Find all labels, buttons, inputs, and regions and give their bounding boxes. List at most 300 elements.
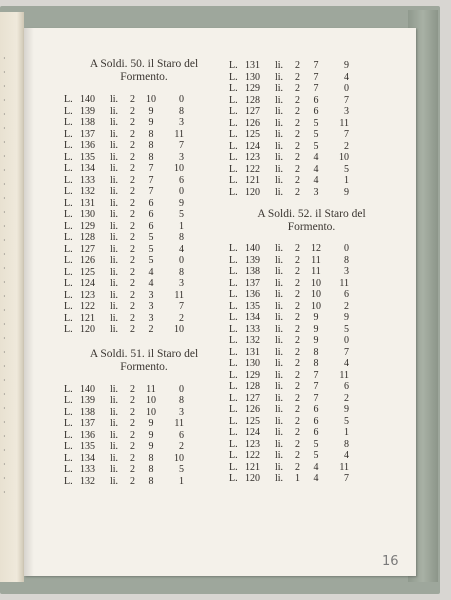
lire-value: 2 <box>130 266 135 278</box>
lire-abbrev: li. <box>275 254 284 266</box>
lire-value: 2 <box>130 278 135 289</box>
lire-prefix: L. <box>229 335 238 346</box>
table-row <box>64 94 224 106</box>
lire-value: 2 <box>295 323 300 335</box>
table-row <box>229 95 394 107</box>
table-row <box>64 221 224 233</box>
lire-prefix: L. <box>229 323 238 335</box>
staro-price: 121 <box>245 175 260 186</box>
lire-prefix: L. <box>64 289 73 301</box>
staro-price: 135 <box>80 151 95 163</box>
lire-prefix: L. <box>64 324 73 335</box>
lire-abbrev: li. <box>275 335 284 346</box>
facing-page-edge <box>0 12 24 582</box>
table-row <box>229 266 394 278</box>
lire-value: 2 <box>130 312 135 324</box>
table-row <box>64 290 224 302</box>
lire-value: 1 <box>295 473 300 484</box>
lire-value: 2 <box>295 312 300 323</box>
table-row <box>64 117 224 129</box>
soldi-value: 11 <box>146 383 156 395</box>
lire-abbrev: li. <box>110 312 119 324</box>
soldi-value: 9 <box>313 323 319 335</box>
denari-value: 8 <box>179 232 184 243</box>
soldi-value: 5 <box>313 140 319 152</box>
lire-abbrev: li. <box>275 381 284 392</box>
denari-value: 6 <box>179 429 184 441</box>
denari-value: 8 <box>344 438 349 450</box>
lire-abbrev: li. <box>110 209 119 220</box>
denari-value: 2 <box>179 312 184 324</box>
lire-abbrev: li. <box>275 438 284 450</box>
denari-value: 8 <box>179 266 184 278</box>
table-row <box>229 301 394 313</box>
soldi-value: 5 <box>313 438 319 450</box>
denari-value: 8 <box>179 395 184 406</box>
lire-value: 2 <box>295 415 300 427</box>
table-row <box>229 278 394 290</box>
soldi-value: 8 <box>148 452 154 464</box>
lire-value: 2 <box>295 438 300 450</box>
lire-prefix: L. <box>229 346 238 358</box>
soldi-value: 4 <box>313 175 319 186</box>
table-soldi-52 <box>229 208 394 485</box>
soldi-value: 6 <box>313 404 319 415</box>
lire-abbrev: li. <box>110 418 119 429</box>
denari-value: 3 <box>344 266 349 277</box>
staro-price: 133 <box>80 174 95 186</box>
lire-abbrev: li. <box>110 289 119 301</box>
lire-abbrev: li. <box>275 186 284 198</box>
denari-value: 0 <box>344 83 349 94</box>
soldi-value: 4 <box>313 461 319 473</box>
lire-abbrev: li. <box>275 289 284 300</box>
staro-price: 135 <box>80 441 95 452</box>
soldi-value: 10 <box>311 289 321 300</box>
lire-abbrev: li. <box>110 383 119 395</box>
staro-price: 123 <box>245 438 260 450</box>
soldi-value: 10 <box>146 395 156 406</box>
lire-prefix: L. <box>229 60 238 71</box>
lire-abbrev: li. <box>275 71 284 83</box>
lire-abbrev: li. <box>275 404 284 415</box>
soldi-value: 7 <box>313 71 319 83</box>
lire-value: 2 <box>130 406 135 418</box>
soldi-value: 8 <box>148 475 154 487</box>
table-row <box>64 106 224 118</box>
lire-abbrev: li. <box>275 346 284 358</box>
lire-abbrev: li. <box>110 395 119 406</box>
table-row <box>229 289 394 301</box>
lire-value: 2 <box>295 381 300 392</box>
staro-price: 132 <box>80 186 95 197</box>
soldi-value: 5 <box>148 243 154 255</box>
lire-prefix: L. <box>229 140 238 152</box>
staro-price: 123 <box>245 152 260 163</box>
lire-value: 2 <box>295 83 300 94</box>
lire-value: 2 <box>295 152 300 163</box>
lire-abbrev: li. <box>110 452 119 464</box>
table-row <box>64 324 224 336</box>
denari-value: 7 <box>344 473 349 484</box>
staro-price: 125 <box>245 415 260 427</box>
table-row <box>64 244 224 256</box>
lire-prefix: L. <box>64 186 73 197</box>
lire-abbrev: li. <box>275 427 284 438</box>
table-row <box>64 407 224 419</box>
lire-abbrev: li. <box>110 163 119 174</box>
lire-abbrev: li. <box>275 175 284 186</box>
lire-abbrev: li. <box>275 152 284 163</box>
lire-abbrev: li. <box>110 128 119 140</box>
lire-value: 2 <box>130 197 135 209</box>
lire-prefix: L. <box>64 220 73 232</box>
lire-value: 2 <box>295 243 300 254</box>
table-row <box>229 83 394 95</box>
lire-value: 2 <box>295 163 300 175</box>
lire-prefix: L. <box>229 266 238 277</box>
staro-price: 136 <box>245 289 260 300</box>
soldi-value: 11 <box>311 266 321 277</box>
denari-value: 2 <box>344 300 349 312</box>
denari-value: 6 <box>344 289 349 300</box>
staro-price: 140 <box>245 243 260 254</box>
staro-price: 128 <box>245 381 260 392</box>
table-heading: A Soldi. 51. il Staro del <box>89 347 199 360</box>
soldi-value: 7 <box>313 369 319 381</box>
lire-abbrev: li. <box>275 83 284 94</box>
lire-value: 2 <box>130 475 135 487</box>
lire-value: 2 <box>130 418 135 429</box>
denari-value: 10 <box>174 163 184 174</box>
lire-abbrev: li. <box>275 60 284 71</box>
lire-value: 2 <box>130 289 135 301</box>
denari-value: 2 <box>179 441 184 452</box>
denari-value: 5 <box>344 415 349 427</box>
denari-value: 5 <box>179 209 184 220</box>
table-row <box>229 187 394 199</box>
table-row <box>229 164 394 176</box>
denari-value: 3 <box>179 117 184 128</box>
soldi-value: 6 <box>313 94 319 106</box>
denari-value: 4 <box>344 71 349 83</box>
soldi-value: 3 <box>148 301 154 312</box>
denari-value: 11 <box>339 117 349 129</box>
soldi-value: 6 <box>148 209 154 220</box>
denari-value: 5 <box>344 163 349 175</box>
table-row <box>64 198 224 210</box>
lire-value: 2 <box>295 106 300 117</box>
table-rows <box>64 384 224 488</box>
lire-abbrev: li. <box>110 324 119 335</box>
denari-value: 10 <box>174 324 184 335</box>
lire-value: 2 <box>130 105 135 117</box>
lire-abbrev: li. <box>110 232 119 243</box>
staro-price: 126 <box>80 255 95 266</box>
denari-value: 6 <box>344 381 349 392</box>
lire-abbrev: li. <box>275 243 284 254</box>
denari-value: 4 <box>179 243 184 255</box>
lire-value: 2 <box>130 395 135 406</box>
lire-value: 2 <box>295 461 300 473</box>
staro-price: 124 <box>245 140 260 152</box>
table-row <box>64 301 224 313</box>
table-row <box>64 464 224 476</box>
lire-value: 2 <box>295 117 300 129</box>
right-column <box>229 60 394 485</box>
staro-price: 129 <box>80 220 95 232</box>
lire-abbrev: li. <box>275 369 284 381</box>
table-row <box>64 430 224 442</box>
soldi-value: 8 <box>313 358 319 369</box>
lire-abbrev: li. <box>110 475 119 487</box>
table-row <box>64 163 224 175</box>
table-rows <box>64 94 224 336</box>
lire-prefix: L. <box>64 117 73 128</box>
denari-value: 0 <box>344 243 349 254</box>
denari-value: 9 <box>344 404 349 415</box>
soldi-value: 2 <box>148 324 154 335</box>
staro-price: 127 <box>80 243 95 255</box>
table-row <box>64 129 224 141</box>
table-row <box>229 370 394 382</box>
staro-price: 134 <box>80 452 95 464</box>
sheet-number: 16 <box>382 554 399 569</box>
staro-price: 126 <box>245 404 260 415</box>
lire-prefix: L. <box>229 427 238 438</box>
table-row <box>229 462 394 474</box>
soldi-value: 9 <box>148 441 154 452</box>
lire-value: 2 <box>130 186 135 197</box>
staro-price: 120 <box>245 186 260 198</box>
staro-price: 131 <box>80 197 95 209</box>
staro-price: 120 <box>245 473 260 484</box>
denari-value: 7 <box>179 301 184 312</box>
lire-value: 2 <box>295 335 300 346</box>
staro-price: 120 <box>80 324 95 335</box>
table-row <box>229 106 394 118</box>
lire-value: 2 <box>130 452 135 464</box>
table-row <box>64 267 224 279</box>
lire-prefix: L. <box>64 151 73 163</box>
staro-price: 127 <box>245 392 260 404</box>
lire-value: 2 <box>295 186 300 198</box>
lire-abbrev: li. <box>110 140 119 151</box>
lire-prefix: L. <box>229 175 238 186</box>
soldi-value: 4 <box>313 473 319 484</box>
denari-value: 11 <box>339 277 349 289</box>
soldi-value: 5 <box>313 129 319 140</box>
soldi-value: 5 <box>148 232 154 243</box>
lire-value: 2 <box>130 441 135 452</box>
table-row <box>64 441 224 453</box>
denari-value: 6 <box>179 174 184 186</box>
staro-price: 124 <box>245 427 260 438</box>
staro-price: 137 <box>80 418 95 429</box>
lire-prefix: L. <box>64 383 73 395</box>
lire-abbrev: li. <box>110 441 119 452</box>
table-row <box>64 232 224 244</box>
soldi-value: 9 <box>313 312 319 323</box>
lire-value: 2 <box>295 346 300 358</box>
lire-prefix: L. <box>229 300 238 312</box>
lire-prefix: L. <box>64 128 73 140</box>
staro-price: 130 <box>80 209 95 220</box>
lire-prefix: L. <box>64 232 73 243</box>
table-row <box>229 335 394 347</box>
staro-price: 138 <box>80 406 95 418</box>
denari-value: 2 <box>344 392 349 404</box>
lire-prefix: L. <box>64 418 73 429</box>
lire-value: 2 <box>295 289 300 300</box>
lire-abbrev: li. <box>110 186 119 197</box>
staro-price: 124 <box>80 278 95 289</box>
staro-price: 122 <box>245 450 260 461</box>
lire-value: 2 <box>130 243 135 255</box>
lire-prefix: L. <box>229 117 238 129</box>
lire-prefix: L. <box>64 163 73 174</box>
lire-abbrev: li. <box>110 406 119 418</box>
staro-price: 134 <box>245 312 260 323</box>
table-row <box>64 255 224 267</box>
lire-value: 2 <box>130 464 135 475</box>
staro-price: 139 <box>80 105 95 117</box>
table-heading-sub: Formento. <box>120 360 168 373</box>
staro-price: 139 <box>245 254 260 266</box>
table-row <box>64 175 224 187</box>
denari-value: 7 <box>179 140 184 151</box>
staro-price: 131 <box>245 346 260 358</box>
lire-prefix: L. <box>64 429 73 441</box>
lire-value: 2 <box>295 358 300 369</box>
denari-value: 11 <box>339 369 349 381</box>
staro-price: 139 <box>80 395 95 406</box>
table-row <box>64 152 224 164</box>
soldi-value: 8 <box>148 151 154 163</box>
soldi-value: 7 <box>313 392 319 404</box>
soldi-value: 9 <box>148 105 154 117</box>
denari-value: 0 <box>344 335 349 346</box>
soldi-value: 7 <box>313 83 319 94</box>
denari-value: 3 <box>179 151 184 163</box>
left-column <box>64 58 224 487</box>
lire-prefix: L. <box>64 475 73 487</box>
staro-price: 122 <box>80 301 95 312</box>
table-row <box>229 129 394 141</box>
lire-abbrev: li. <box>275 94 284 106</box>
soldi-value: 10 <box>311 300 321 312</box>
table-row <box>229 416 394 428</box>
lire-prefix: L. <box>64 452 73 464</box>
denari-value: 11 <box>174 128 184 140</box>
soldi-value: 9 <box>148 117 154 128</box>
staro-price: 127 <box>245 106 260 117</box>
lire-abbrev: li. <box>275 163 284 175</box>
lire-abbrev: li. <box>110 117 119 128</box>
denari-value: 7 <box>344 346 349 358</box>
lire-value: 2 <box>295 266 300 277</box>
soldi-value: 3 <box>148 312 154 324</box>
soldi-value: 4 <box>148 278 154 289</box>
table-row <box>229 152 394 164</box>
lire-abbrev: li. <box>275 323 284 335</box>
lire-prefix: L. <box>64 278 73 289</box>
table-row <box>229 439 394 451</box>
denari-value: 11 <box>339 461 349 473</box>
staro-price: 121 <box>245 461 260 473</box>
soldi-value: 10 <box>146 94 156 105</box>
lire-value: 2 <box>130 255 135 266</box>
denari-value: 9 <box>344 60 349 71</box>
table-row <box>229 347 394 359</box>
staro-price: 125 <box>245 129 260 140</box>
table-rows <box>229 243 394 485</box>
lire-value: 2 <box>130 174 135 186</box>
denari-value: 1 <box>179 475 184 487</box>
soldi-value: 6 <box>148 220 154 232</box>
lire-prefix: L. <box>229 312 238 323</box>
staro-price: 137 <box>245 277 260 289</box>
lire-value: 2 <box>295 277 300 289</box>
facing-page-marks: · · · · · · · · · · · · · · · · · · · · · · · · · · · · · · · · <box>3 54 6 497</box>
denari-value: 4 <box>344 358 349 369</box>
table-heading: A Soldi. 52. il Staro del <box>257 208 366 220</box>
denari-value: 1 <box>179 220 184 232</box>
lire-abbrev: li. <box>275 415 284 427</box>
document-page <box>24 28 416 576</box>
soldi-value: 6 <box>148 197 154 209</box>
table-row <box>229 324 394 336</box>
lire-abbrev: li. <box>110 255 119 266</box>
lire-prefix: L. <box>64 266 73 278</box>
denari-value: 8 <box>344 254 349 266</box>
staro-price: 125 <box>80 266 95 278</box>
lire-prefix: L. <box>229 243 238 254</box>
denari-value: 0 <box>179 186 184 197</box>
denari-value: 10 <box>339 152 349 163</box>
lire-prefix: L. <box>229 71 238 83</box>
soldi-value: 4 <box>313 152 319 163</box>
soldi-value: 7 <box>148 174 154 186</box>
lire-abbrev: li. <box>110 429 119 441</box>
denari-value: 5 <box>179 464 184 475</box>
staro-price: 132 <box>245 335 260 346</box>
lire-value: 2 <box>130 117 135 128</box>
soldi-value: 4 <box>313 163 319 175</box>
lire-abbrev: li. <box>275 117 284 129</box>
lire-value: 2 <box>130 94 135 105</box>
lire-prefix: L. <box>229 94 238 106</box>
lire-value: 2 <box>130 301 135 312</box>
table-row <box>64 278 224 290</box>
denari-value: 7 <box>344 129 349 140</box>
lire-prefix: L. <box>229 369 238 381</box>
table-row <box>229 381 394 393</box>
staro-price: 133 <box>80 464 95 475</box>
lire-prefix: L. <box>229 438 238 450</box>
lire-prefix: L. <box>229 450 238 461</box>
staro-price: 128 <box>245 94 260 106</box>
lire-prefix: L. <box>229 254 238 266</box>
lire-abbrev: li. <box>110 174 119 186</box>
table-heading-sub: Formento. <box>120 71 168 83</box>
denari-value: 2 <box>344 140 349 152</box>
staro-price: 136 <box>80 429 95 441</box>
lire-value: 2 <box>130 209 135 220</box>
lire-abbrev: li. <box>110 94 119 105</box>
table-soldi-51-continued <box>229 60 394 198</box>
table-row <box>64 186 224 198</box>
